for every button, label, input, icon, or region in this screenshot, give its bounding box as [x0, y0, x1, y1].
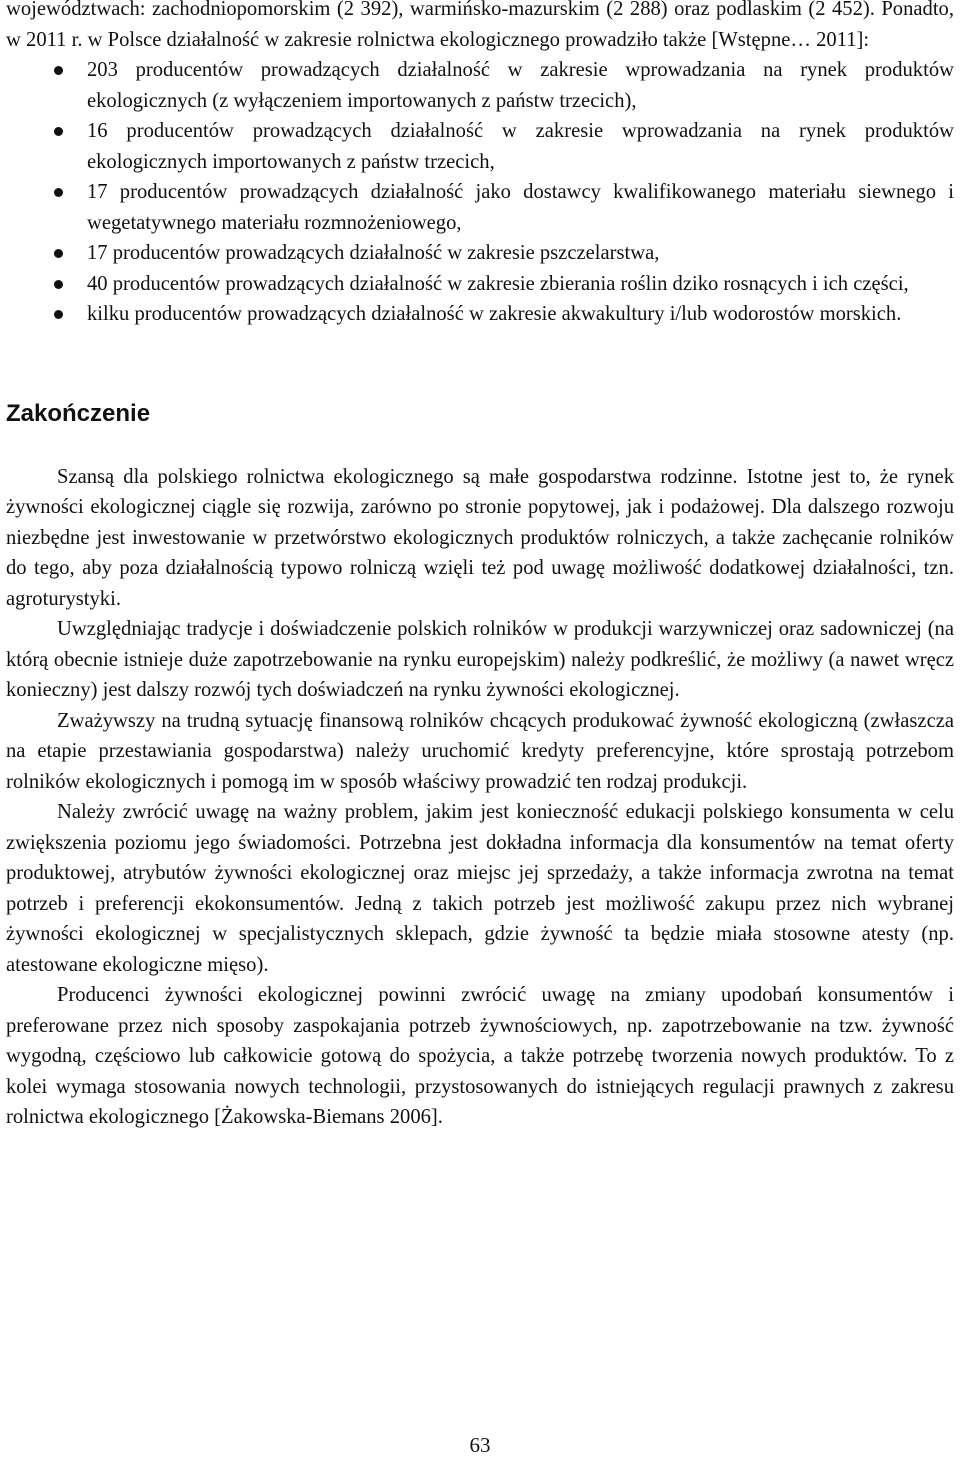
bullet-item [6, 238, 954, 269]
intro-paragraph: województwach: zachodniopomorskim (2 392), warmińsko-mazurskim (2 288) oraz podlaskim (2 452). Ponadto, w 2011 r. w Polsce działalność w zakresie rolnictwa ekologicznego prowadziło także [Wstępne… 2011]: [6, 0, 954, 51]
bullet-icon [54, 249, 63, 258]
bullet-text: 40 producentów prowadzących działalność w zakresie zbierania roślin dziko rosnących i ich części, [87, 272, 909, 295]
document-page [6, 0, 954, 1133]
body-paragraph: Należy zwrócić uwagę na ważny problem, jakim jest konieczność edukacji polskiego konsumenta w celu zwiększenia poziomu jego świadomości. Potrzebna jest dokładna informacja dla konsumentów na temat oferty produktowej, atrybutów żywności ekologicznej oraz miejsc jej sprzedaży, a także informacja zwrotna na temat potrzeb i preferencji ekokonsumentów. Jedną z takich potrzeb jest możliwość zakupu przez nich wybranej żywności ekologicznej w specjalistycznych sklepach, gdzie żywność ta będzie miała stosowne atesty (np. atestowane ekologiczne mięso). [6, 801, 954, 976]
body-paragraph: Szansą dla polskiego rolnictwa ekologicznego są małe gospodarstwa rodzinne. Istotne jest to, że rynek żywności ekologicznej ciągle się rozwija, zarówno po stronie popytowej, jak i podażowej. Dla dalszego rozwoju niezbędne jest inwestowanie w przetwórstwo ekologicznych produktów rolniczych, a także zachęcanie rolników do tego, aby poza działalnością typowo rolniczą wzięli też pod uwagę możliwość dodatkowej działalności, tzn. agroturystyki. [6, 465, 954, 610]
bullet-icon [54, 188, 63, 197]
bullet-text: 17 producentów prowadzących działalność w zakresie pszczelarstwa, [87, 242, 660, 264]
body-paragraph: Zważywszy na trudną sytuację finansową rolników chcących produkować żywność ekologiczną (zwłaszcza na etapie przestawiania gospodarstwa) należy uruchomić kredyty preferencyjne, które sprostają potrzebom rolników ekologicznych i pomogą im w sposób właściwy prowadzić ten rodzaj produkcji. [6, 709, 954, 793]
bullet-item [6, 269, 954, 300]
section-heading: Zakończenie [6, 399, 151, 427]
bullet-item [6, 177, 954, 238]
bullet-item [6, 55, 954, 116]
bullet-icon [54, 127, 63, 136]
bullet-item [6, 299, 954, 330]
page-number: 63 [469, 1433, 491, 1457]
section-body [6, 462, 954, 1133]
bullet-icon [54, 280, 63, 289]
body-paragraph: Producenci żywności ekologicznej powinni zwrócić uwagę na zmiany upodobań konsumentów i preferowane przez nich sposoby zaspokajania potrzeb żywnościowych, np. zapotrzebowanie na tzw. żywność wygodną, częściowo lub całkowicie gotową do spożycia, a także potrzebę tworzenia nowych produktów. To z kolei wymaga stosowania nowych technologii, przystosowanych do istniejących regulacji prawnych z zakresu rolnictwa ekologicznego [Żakowska-Biemans 2006]. [6, 984, 954, 1128]
bullet-text: 17 producentów prowadzących działalność jako dostawcy kwalifikowanego materiału siewnego i wegetatywnego materiału rozmnożeniowego, [87, 181, 954, 234]
bullet-text: 203 producentów prowadzących działalność w zakresie wprowadzania na rynek produktów ekologicznych (z wyłączeniem importowanych z państw trzecich), [87, 59, 954, 112]
bullet-text: kilku producentów prowadzących działalność w zakresie akwakultury i/lub wodorostów morskich. [87, 303, 902, 325]
bullet-text: 16 producentów prowadzących działalność w zakresie wprowadzania na rynek produktów ekologicznych importowanych z państw trzecich, [87, 120, 954, 173]
bullet-icon [54, 310, 63, 319]
body-paragraph: Uwzględniając tradycje i doświadczenie polskich rolników w produkcji warzywniczej oraz sadowniczej (na którą obecnie istnieje duże zapotrzebowanie na rynku europejskim) należy podkreślić, że możliwy (a nawet wręcz konieczny) jest dalszy rozwój tych doświadczeń na rynku żywności ekologicznej. [6, 618, 954, 701]
bullet-icon [54, 66, 63, 75]
bullet-item [6, 116, 954, 177]
producer-bullet-list [6, 55, 954, 330]
